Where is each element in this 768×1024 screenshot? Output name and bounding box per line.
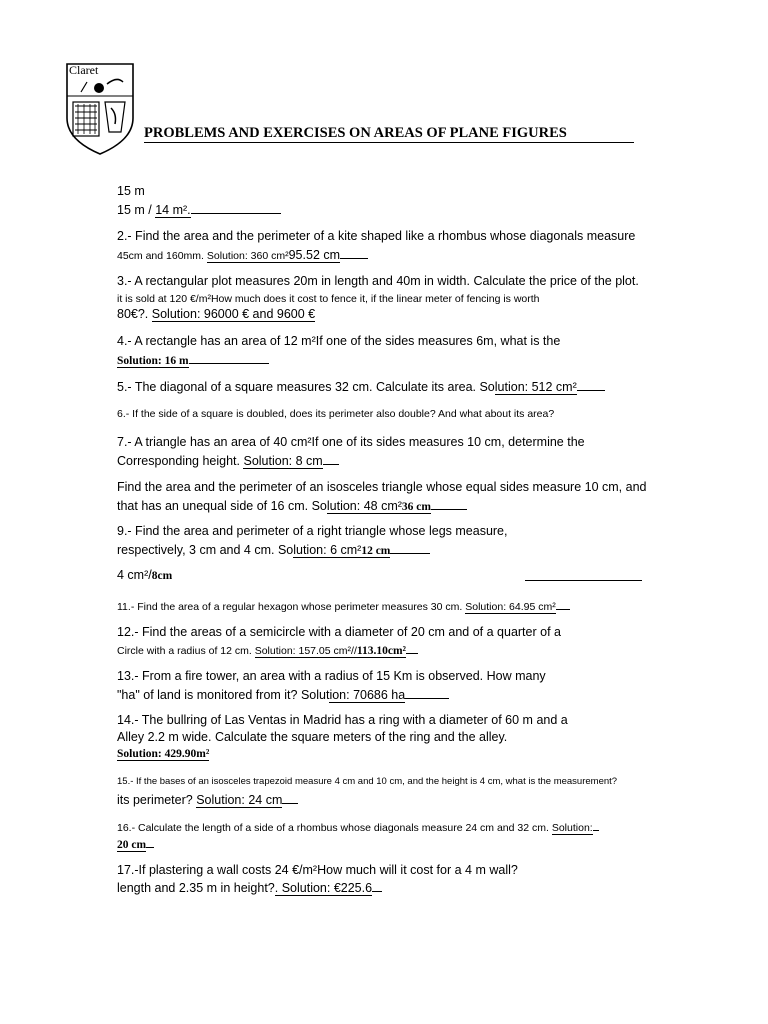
problem-3-line-1: 3.- A rectangular plot measures 20m in length and 40m in width. Calculate the price of the plot. (117, 274, 639, 288)
problem-12-line-2: Circle with a radius of 12 cm. Solution: 157.05 cm²//113.10cm² (117, 640, 677, 660)
problem-4-line-1: 4.- A rectangle has an area of 12 m²If one of the sides measures 6m, what is the (117, 334, 561, 348)
problem-14-line-2: Alley 2.2 m wide. Calculate the square meters of the ring and the alley. (117, 730, 508, 744)
problem-11: 11.- Find the area of a regular hexagon whose perimeter measures 30 cm. Solution: 64.95 cm² (117, 596, 677, 616)
problem-6: 6.- If the side of a square is doubled, does its perimeter also double? And what about its area? (117, 408, 555, 420)
problem-8-line-2: that has an unequal side of 16 cm. Solution: 48 cm²36 cm (117, 496, 677, 516)
problem-9-line-1: 9.- Find the area and perimeter of a right triangle whose legs measure, (117, 524, 508, 538)
problem-10-answer: 4 cm²/8cm (117, 568, 173, 582)
page-title: PROBLEMS AND EXERCISES ON AREAS OF PLANE FIGURES (144, 124, 634, 143)
problem-5: 5.- The diagonal of a square measures 32 cm. Calculate its area. Solution: 512 cm² (117, 377, 677, 396)
problem-16-solution: 20 cm (117, 834, 677, 854)
problem-7-line-2: Corresponding height. Solution: 8 cm (117, 451, 677, 470)
problem-2-line-2: 45cm and 160mm. Solution: 360 cm²95.52 cm (117, 245, 677, 265)
crest-label: Claret (69, 63, 99, 77)
problem-8-line-1: Find the area and the perimeter of an isosceles triangle whose equal sides measure 10 cm, and (117, 480, 647, 494)
problem-3-line-2: it is sold at 120 €/m²How much does it cost to fence it, if the linear meter of fencing is worth (117, 293, 540, 305)
problem-4-solution: Solution: 16 m (117, 350, 677, 370)
problem-9-line-2: respectively, 3 cm and 4 cm. Solution: 6 cm²12 cm (117, 540, 677, 560)
problem-15-line-2: its perimeter? Solution: 24 cm (117, 790, 677, 809)
problem-12-line-1: 12.- Find the areas of a semicircle with a diameter of 20 cm and of a quarter of a (117, 625, 561, 639)
problem-16-line-1: 16.- Calculate the length of a side of a rhombus whose diagonals measure 24 cm and 32 cm. Solution: (117, 817, 677, 837)
problem-14-line-1: 14.- The bullring of Las Ventas in Madrid has a ring with a diameter of 60 m and a (117, 713, 568, 727)
problem-14-solution: Solution: 429.90m² (117, 748, 210, 760)
problem-3-line-3: 80€?. Solution: 96000 € and 9600 € (117, 307, 316, 321)
problem-13-line-2: "ha" of land is monitored from it? Solution: 70686 ha (117, 685, 677, 704)
problem-17-line-2: length and 2.35 m in height?. Solution: €225.6 (117, 878, 677, 897)
problem-15-line-1: 15.- If the bases of an isosceles trapezoid measure 4 cm and 10 cm, and the height is 4 cm, what is the measurement? (117, 776, 618, 787)
problem-13-line-1: 13.- From a fire tower, an area with a radius of 15 Km is observed. How many (117, 669, 546, 683)
problem-7-line-1: 7.- A triangle has an area of 40 cm²If one of its sides measures 10 cm, determine the (117, 435, 585, 449)
problem-2-line-1: 2.- Find the area and the perimeter of a kite shaped like a rhombus whose diagonals measure (117, 229, 636, 243)
problem-17-line-1: 17.-If plastering a wall costs 24 €/m²How much will it cost for a 4 m wall? (117, 863, 518, 877)
line-15m-14m2: 15 m / 14 m². (117, 200, 677, 219)
line-15m: 15 m (117, 184, 145, 198)
answer-underline (525, 580, 642, 581)
